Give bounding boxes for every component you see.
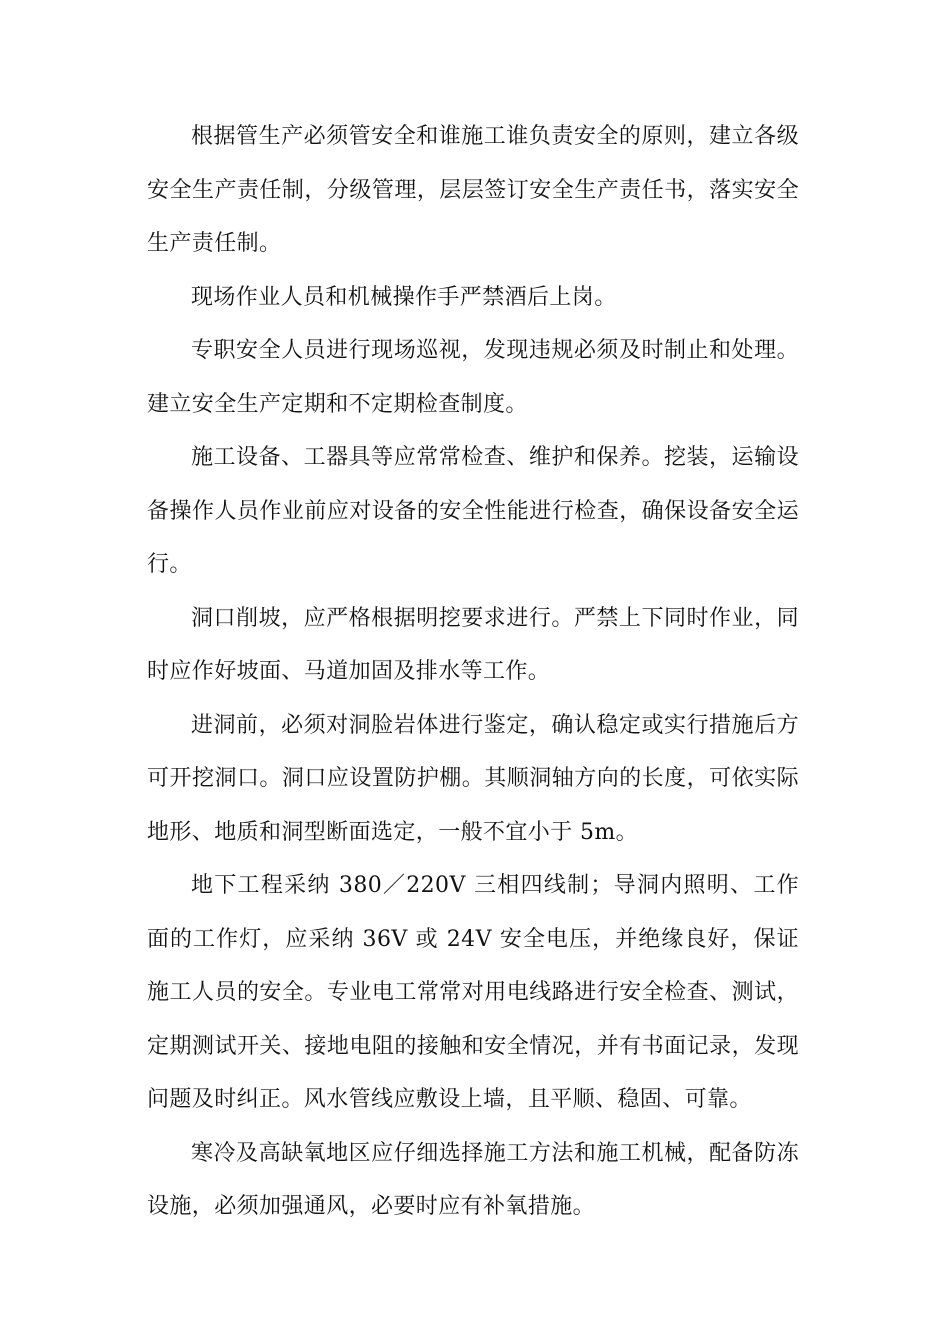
paragraph-tunnel-entry: 进洞前，必须对洞脸岩体进行鉴定，确认稳定或实行措施后方可开挖洞口。洞口应设置防护棚。其顺洞轴方向的长度，可依实际地形、地质和洞型断面选定，一般不宜小于 5m。 — [147, 712, 799, 845]
paragraph-portal-slope: 洞口削坡，应严格根据明挖要求进行。严禁上下同时作业，同时应作好坡面、马道加固及排水等工作。 — [147, 605, 799, 684]
paragraph-safety-patrol: 专职安全人员进行现场巡视，发现违规必须及时制止和处理。建立安全生产定期和不定期检查制度。 — [147, 338, 799, 417]
paragraph-no-drinking: 现场作业人员和机械操作手严禁酒后上岗。 — [191, 284, 617, 310]
paragraph-safety-responsibility: 根据管生产必须管安全和谁施工谁负责安全的原则，建立各级安全生产责任制，分级管理，层层签订安全生产责任书，落实安全生产责任制。 — [147, 124, 799, 256]
document-body — [147, 110, 799, 1234]
paragraph-cold-region: 寒冷及高缺氧地区应仔细选择施工方法和施工机械，配备防冻设施，必须加强通风，必要时应有补氧措施。 — [147, 1140, 799, 1219]
paragraph-electrical: 地下工程采纳 380／220V 三相四线制；导洞内照明、工作面的工作灯，应采纳 36V 或 24V 安全电压，并绝缘良好，保证施工人员的安全。专业电工常常对用电线路进行安全检查、测试，定期测试开关、接地电阻的接触和安全情况，并有书面记录，发现问题及时纠正。风水管线应敷设上墙，且平顺、稳固、可靠。 — [147, 873, 799, 1112]
paragraph-equipment-maintenance: 施工设备、工器具等应常常检查、维护和保养。挖装，运输设备操作人员作业前应对设备的安全性能进行检查，确保设备安全运行。 — [147, 445, 799, 577]
